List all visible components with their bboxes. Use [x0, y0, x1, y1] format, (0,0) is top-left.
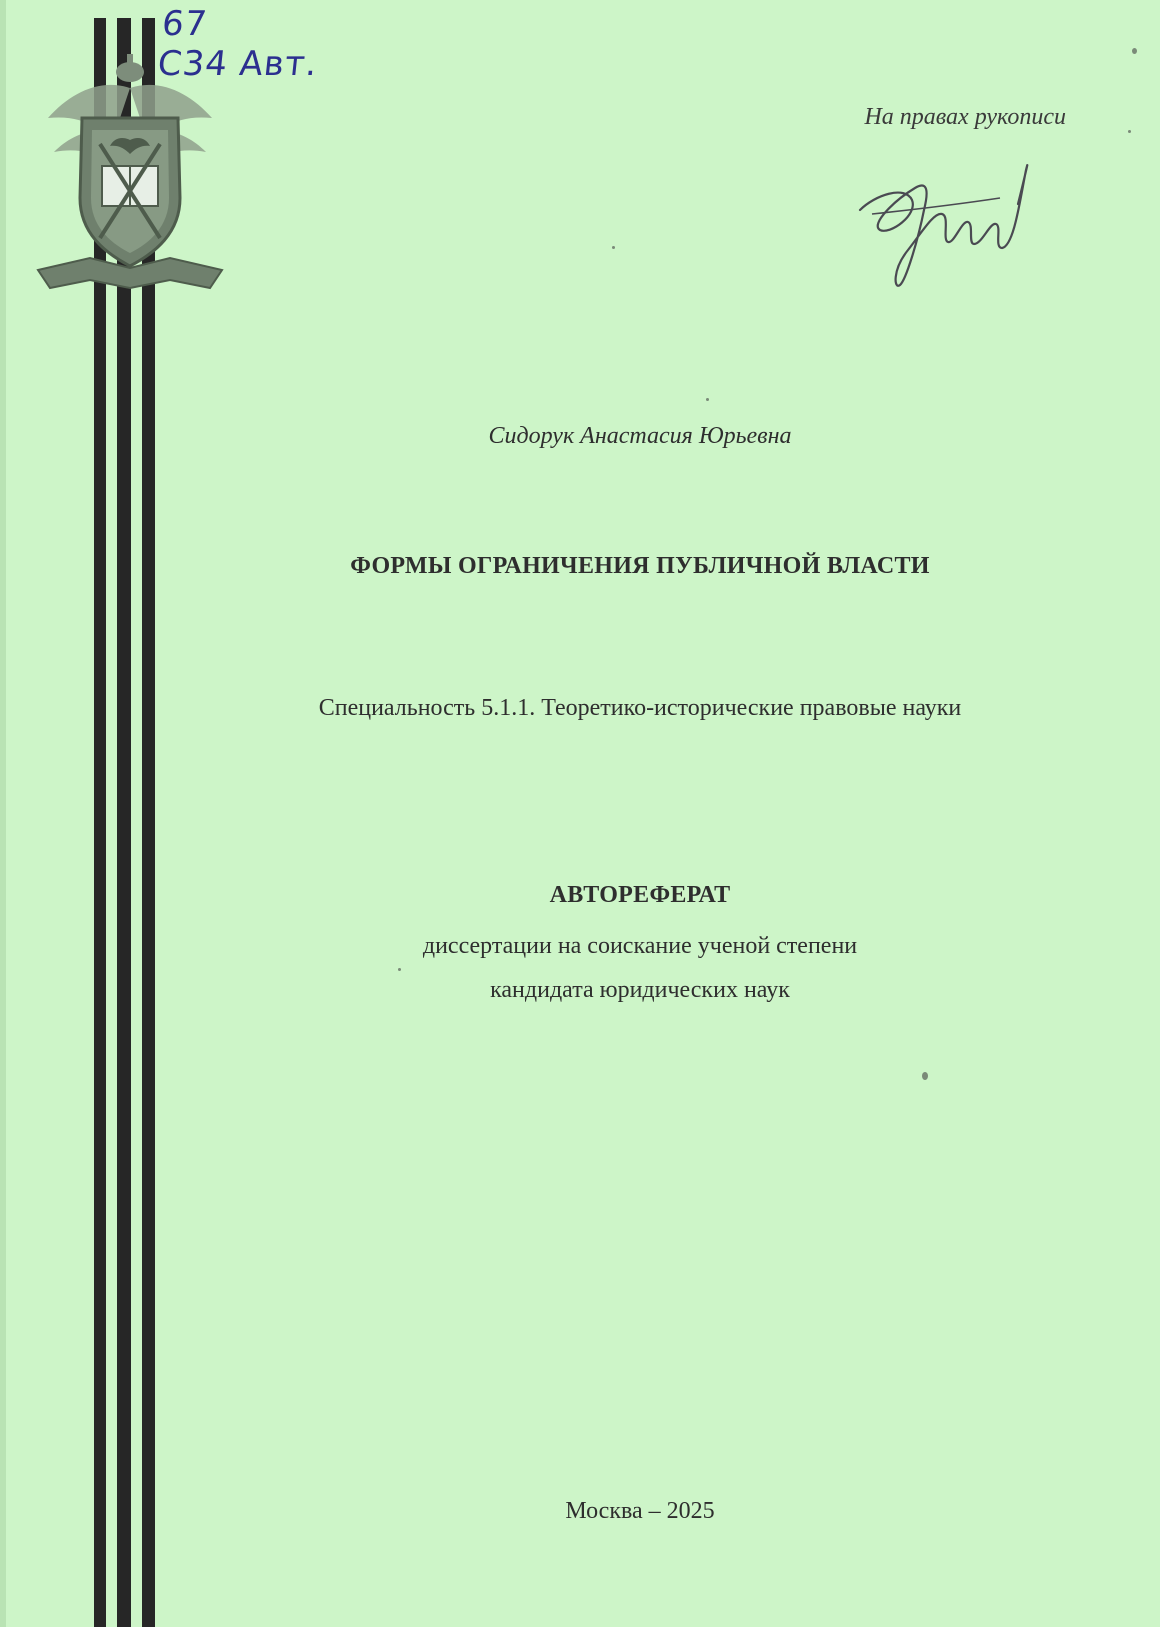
speck [922, 1072, 928, 1080]
manuscript-rights-note: На правах рукописи [864, 104, 1066, 130]
handwritten-line: 67 [160, 4, 210, 44]
abstract-subtitle-line: кандидата юридических наук [490, 977, 790, 1003]
speck [398, 968, 401, 971]
abstract-heading: АВТОРЕФЕРАТ [549, 882, 731, 908]
speck [1128, 130, 1131, 133]
author-name: Сидорук Анастасия Юрьевна [488, 423, 792, 449]
paper-edge [0, 0, 6, 1627]
speck [1132, 48, 1137, 54]
place-and-year: Москва – 2025 [565, 1498, 715, 1524]
handwritten-library-code [156, 4, 324, 84]
academy-coat-of-arms-icon [30, 48, 230, 308]
specialty-line: Специальность 5.1.1. Теоретико-исторические правовые науки [318, 695, 962, 721]
handwritten-line: С34 Авт. [155, 44, 320, 84]
speck [706, 398, 709, 401]
document-title: ФОРМЫ ОГРАНИЧЕНИЯ ПУБЛИЧНОЙ ВЛАСТИ [350, 553, 930, 579]
abstract-subtitle-line: диссертации на соискание ученой степени [422, 933, 858, 959]
handwritten-signature-icon [850, 140, 1050, 300]
speck [612, 246, 615, 249]
